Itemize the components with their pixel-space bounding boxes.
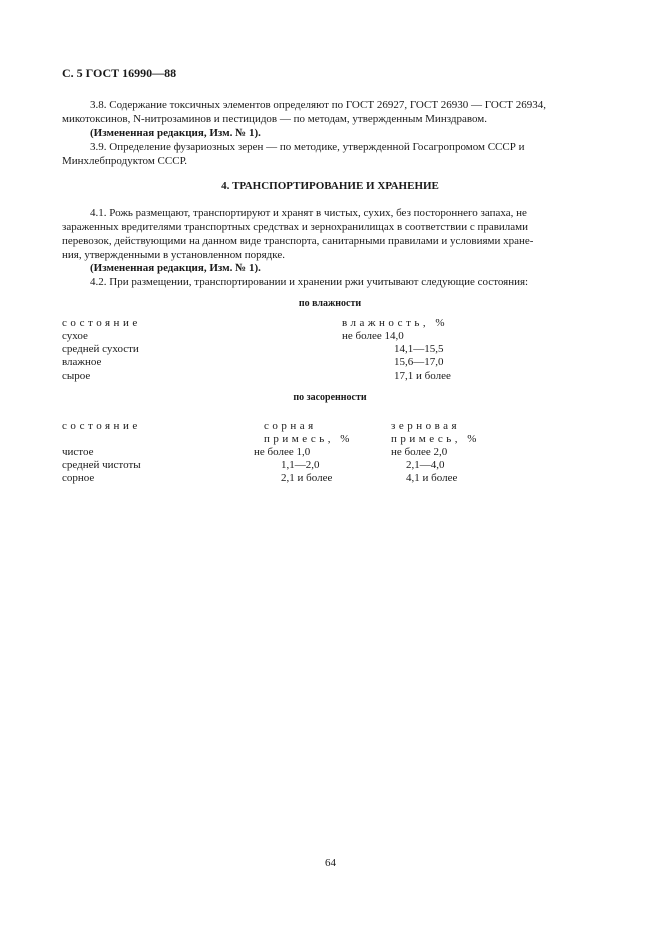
- table-row-state: влажное: [62, 356, 102, 368]
- para-4-1-line-1: 4.1. Рожь размещают, транспортируют и хранят в чистых, сухих, без постороннего запаха, не: [90, 207, 527, 219]
- para-4-1-line-4: ния, утвержденными в установленном порядке.: [62, 249, 285, 261]
- table-row-weed: 1,1—2,0: [281, 459, 320, 471]
- contamination-col-grain-header: зерновая: [391, 420, 461, 432]
- table-row-state: средней чистоты: [62, 459, 141, 471]
- contamination-col-weed-header-2: примесь, %: [264, 433, 353, 445]
- table-row-state: сухое: [62, 330, 88, 342]
- table-row-state: сырое: [62, 370, 91, 382]
- humidity-col-state-header: состояние: [62, 317, 141, 329]
- para-3-8-amendment: (Измененная редакция, Изм. № 1).: [90, 127, 261, 139]
- table-row-value: не более 14,0: [342, 330, 404, 342]
- page-header: С. 5 ГОСТ 16990—88: [62, 66, 177, 80]
- para-4-2: 4.2. При размещении, транспортировании и хранении ржи учитывают следующие состояния:: [90, 276, 529, 288]
- table-row-value: 17,1 и более: [394, 370, 451, 382]
- table-row-value: 14,1—15,5: [394, 343, 444, 355]
- contamination-table-title: по засоренности: [293, 392, 367, 403]
- table-row-grain: не более 2,0: [391, 446, 448, 458]
- table-row-grain: 4,1 и более: [406, 472, 458, 484]
- table-row-weed: не более 1,0: [254, 446, 311, 458]
- humidity-table-title: по влажности: [298, 298, 362, 309]
- section-title: 4. ТРАНСПОРТИРОВАНИЕ И ХРАНЕНИЕ: [221, 180, 439, 192]
- table-row-weed: 2,1 и более: [281, 472, 333, 484]
- para-4-1-line-3: перевозок, действующими на данном виде транспорта, санитарными правилами и условиями хране-: [62, 235, 534, 247]
- table-row-state: средней сухости: [62, 343, 139, 355]
- contamination-col-grain-header-2: примесь, %: [391, 433, 480, 445]
- contamination-col-weed-header: сорная: [264, 420, 317, 432]
- para-3-9-line-2: Минхлебпродуктом СССР.: [62, 155, 188, 167]
- contamination-col-state-header: состояние: [62, 420, 141, 432]
- para-4-1-amendment: (Измененная редакция, Изм. № 1).: [90, 262, 261, 274]
- para-3-8-line-1: 3.8. Содержание токсичных элементов определяют по ГОСТ 26927, ГОСТ 26930 — ГОСТ 26934,: [90, 99, 547, 111]
- para-3-9-line-1: 3.9. Определение фузариозных зерен — по методике, утвержденной Госагропромом СССР и: [90, 141, 525, 153]
- table-row-state: чистое: [62, 446, 94, 458]
- table-row-state: сорное: [62, 472, 95, 484]
- page-number: 64: [325, 857, 336, 869]
- table-row-grain: 2,1—4,0: [406, 459, 445, 471]
- para-3-8-line-2: микотоксинов, N-нитрозаминов и пестицидов — по методам, утвержденным Минздравом.: [62, 113, 487, 125]
- table-row-value: 15,6—17,0: [394, 356, 444, 368]
- humidity-col-value-header: влажность, %: [342, 317, 449, 329]
- para-4-1-line-2: зараженных вредителями транспортных средствах и зернохранилищах в соответствии с правилами: [62, 221, 529, 233]
